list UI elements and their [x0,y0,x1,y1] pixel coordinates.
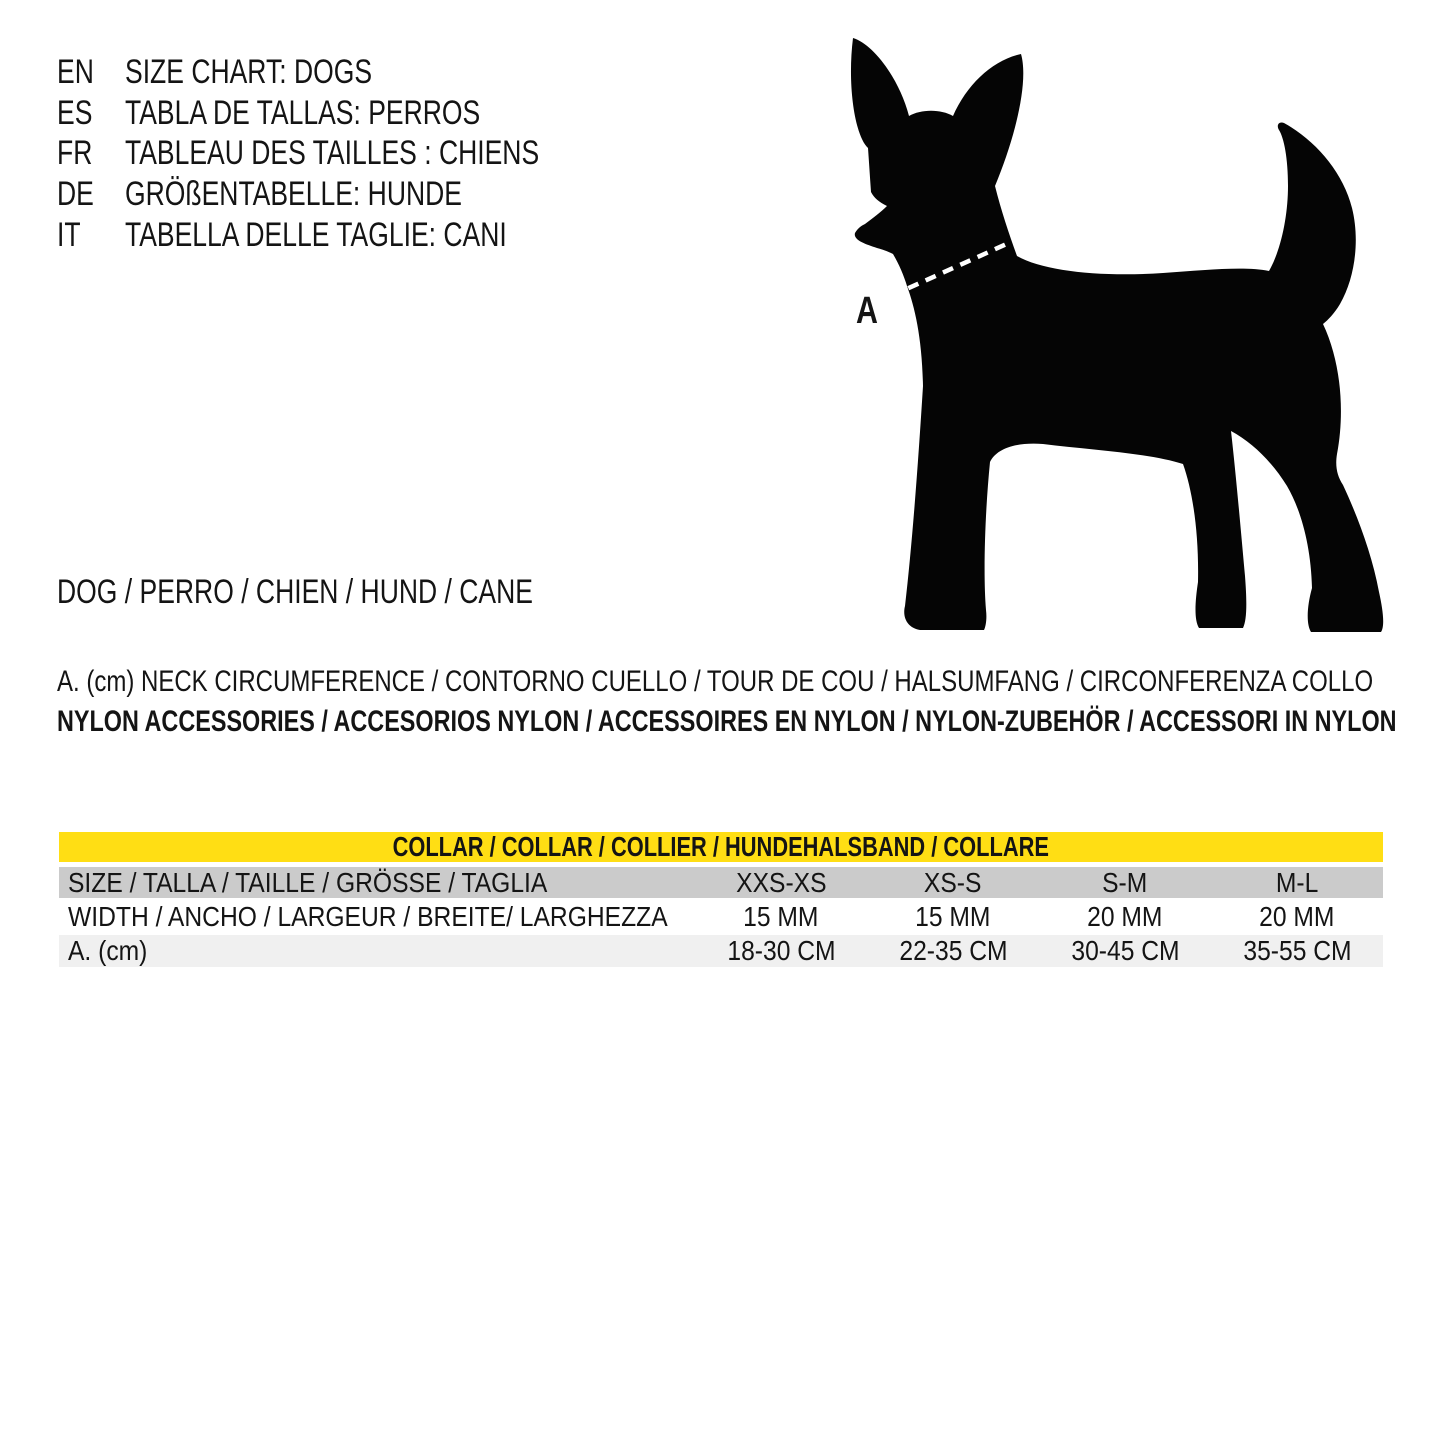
row-label-cell: SIZE / TALLA / TAILLE / GRÖSSE / TAGLIA [68,866,548,898]
table-header-title: COLLAR / COLLAR / COLLIER / HUNDEHALSBAND / COLLARE [392,831,1050,862]
table-cell: 15 MM [743,900,819,932]
language-label: SIZE CHART: DOGS [125,52,373,91]
language-code: EN [57,52,94,91]
dog-silhouette-icon [843,30,1403,640]
chihuahua-body [851,38,1383,632]
row-label-cell: A. (cm) [68,935,148,966]
language-label: TABLA DE TALLAS: PERROS [125,93,481,132]
material-note: NYLON ACCESSORIES / ACCESORIOS NYLON / ACCESSOIRES EN NYLON / NYLON-ZUBEHÖR / ACCESSORI IN NYLON [57,705,1397,738]
table-cell: 15 MM [915,900,991,932]
collar-size-table [59,832,1383,967]
dog-measure-diagram [843,30,1403,640]
table-cell: 35-55 CM [1242,935,1352,966]
table-cell: XXS-XS [735,866,827,898]
table-row-neck-circumference [59,935,1383,967]
table-cell: 20 MM [1087,900,1163,932]
table-row-width [59,898,1383,935]
measure-a-label: A [856,290,878,332]
table-cell: S-M [1102,866,1148,898]
measurement-note: A. (cm) NECK CIRCUMFERENCE / CONTORNO CUELLO / TOUR DE COU / HALSUMFANG / CIRCONFERENZA COLLO [57,665,1374,698]
language-code: ES [57,93,93,132]
language-list [57,52,656,256]
language-code: FR [57,134,93,173]
table-cell: 30-45 CM [1070,935,1180,966]
language-label: TABLEAU DES TAILLES : CHIENS [125,134,540,173]
table-cell: 18-30 CM [726,935,836,966]
table-cell: M-L [1275,866,1319,898]
language-label: TABELLA DELLE TAGLIE: CANI [125,215,507,254]
language-row-it [57,215,656,256]
table-cell: 20 MM [1259,900,1335,932]
language-code: IT [57,215,81,254]
language-row-de [57,174,656,215]
row-label-cell: WIDTH / ANCHO / LARGEUR / BREITE/ LARGHEZZA [68,900,668,932]
table-cell: XS-S [924,866,982,898]
language-row-fr [57,134,656,175]
language-label: GRÖßENTABELLE: HUNDE [125,175,462,214]
table-header [59,832,1383,862]
language-code: DE [57,175,94,214]
language-row-en [57,52,656,93]
dog-caption: DOG / PERRO / CHIEN / HUND / CANE [57,572,533,611]
table-cell: 22-35 CM [898,935,1008,966]
table-row-size [59,867,1383,898]
language-row-es [57,93,656,134]
